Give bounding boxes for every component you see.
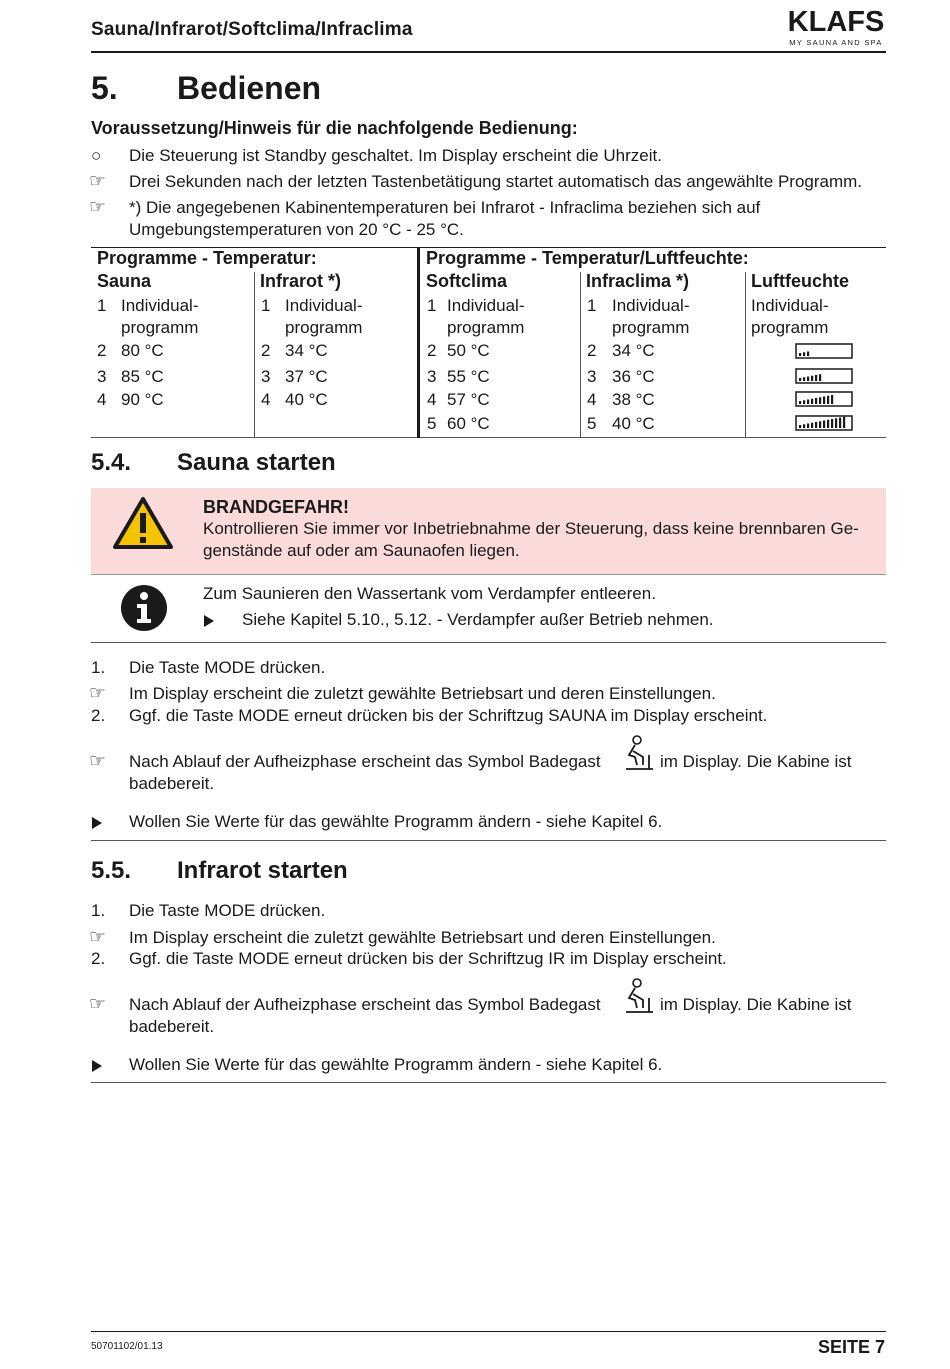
infrarot-program-number: 3 xyxy=(261,367,271,386)
step-number: 2. xyxy=(91,949,106,968)
infraclima-individual-line2: programm xyxy=(612,318,690,337)
section-5-number: 5. xyxy=(91,70,118,106)
step-text: Die Taste MODE drücken. xyxy=(129,901,326,920)
note-text-continued: im Display. Die Kabine ist xyxy=(660,995,852,1014)
humidity-bar xyxy=(831,395,833,404)
table-column-divider xyxy=(580,272,581,437)
infrarot-program-number: 4 xyxy=(261,390,271,409)
note-text: Im Display erscheint die zuletzt gewählte Betriebsart und deren Einstellungen. xyxy=(129,684,716,703)
humidity-bar xyxy=(823,421,825,429)
pointing-hand-icon: ☞ xyxy=(89,994,107,1015)
table-group-temperature-humidity: Programme - Temperatur/Luftfeuchte: xyxy=(426,248,749,268)
page-number: SEITE 7 xyxy=(818,1337,886,1357)
warning-title: BRANDGEFAHR! xyxy=(203,497,349,517)
infrarot-program-temp: 34 °C xyxy=(285,341,328,360)
table-bottom-rule xyxy=(91,437,886,438)
sauna-program-temp: 85 °C xyxy=(121,367,164,386)
section-rule xyxy=(91,1082,886,1083)
softclima-individual-line1: Individual- xyxy=(447,296,525,315)
infraclima-program-number: 4 xyxy=(587,390,597,409)
pointing-hand-icon: ☞ xyxy=(89,683,107,704)
humidity-level-box xyxy=(796,344,852,358)
humidity-bar xyxy=(819,374,821,381)
infraclima-program-temp: 38 °C xyxy=(612,390,655,409)
reference-arrow-icon xyxy=(203,613,215,629)
infraclima-program-number: 2 xyxy=(587,341,597,360)
humidity-bar xyxy=(815,398,817,404)
humidity-bar xyxy=(811,423,813,428)
humidity-bar xyxy=(815,375,817,381)
section-5-4-title: Sauna starten xyxy=(177,449,336,476)
section-rule xyxy=(91,840,886,841)
note-text-continued: im Display. Die Kabine ist xyxy=(660,752,852,771)
softclima-individual-line2: programm xyxy=(447,318,525,337)
bather-icon xyxy=(623,978,655,1016)
info-icon xyxy=(120,584,168,632)
humidity-bar xyxy=(807,377,809,382)
humidity-bar xyxy=(803,400,805,404)
list-item-infrared-note-line1: *) Die angegebenen Kabinentemperaturen bei Infrarot - Infraclima beziehen sich auf xyxy=(129,198,761,217)
softclima-program-number: 3 xyxy=(427,367,437,386)
infraclima-program-temp: 40 °C xyxy=(612,414,655,433)
humidity-bar xyxy=(799,425,801,428)
note-text: Nach Ablauf der Aufheizphase erscheint das Symbol Badegast xyxy=(129,995,601,1014)
softclima-program-number: 5 xyxy=(427,414,437,433)
luftfeuchte-individual-line1: Individual- xyxy=(751,296,829,315)
reference-arrow-icon xyxy=(91,815,103,831)
humidity-bar xyxy=(799,378,801,381)
section-5-4-number: 5.4. xyxy=(91,449,132,476)
humidity-bar xyxy=(827,420,829,428)
header-rule xyxy=(91,51,886,53)
column-header-infraclima: Infraclima *) xyxy=(586,271,690,291)
reference-text: Wollen Sie Werte für das gewählte Programm ändern - siehe Kapitel 6. xyxy=(129,1055,663,1074)
list-item-autostart: Drei Sekunden nach der letzten Tastenbetätigung startet automatisch das angewählte Programm. xyxy=(129,172,863,191)
sauna-program-temp: 90 °C xyxy=(121,390,164,409)
note-text: Nach Ablauf der Aufheizphase erscheint das Symbol Badegast xyxy=(129,752,601,771)
column-header-luftfeuchte: Luftfeuchte xyxy=(751,271,849,291)
list-item-infrared-note-line2: Umgebungstemperaturen von 20 °C - 25 °C. xyxy=(129,220,464,239)
table-group-temperature: Programme - Temperatur: xyxy=(97,248,317,268)
step-number: 2. xyxy=(91,706,106,725)
humidity-level-box xyxy=(796,392,852,406)
humidity-bar xyxy=(839,418,841,429)
humidity-bar xyxy=(807,424,809,429)
info-text-line1: Zum Saunieren den Wassertank vom Verdampfer entleeren. xyxy=(203,584,656,603)
humidity-bar xyxy=(807,352,809,357)
humidity-bar xyxy=(811,376,813,381)
humidity-bar xyxy=(831,419,833,428)
warning-triangle-icon xyxy=(112,496,174,550)
logo-tagline: MY SAUNA AND SPA xyxy=(789,38,883,47)
section-5-5-number: 5.5. xyxy=(91,857,132,884)
header-title: Sauna/Infrarot/Softclima/Infraclima xyxy=(91,19,413,40)
humidity-bar xyxy=(803,424,805,428)
bather-icon xyxy=(623,735,655,773)
luftfeuchte-individual-line2: programm xyxy=(751,318,829,337)
infrarot-program-temp: 37 °C xyxy=(285,367,328,386)
pointing-hand-icon: ☞ xyxy=(89,751,107,772)
humidity-bar xyxy=(827,396,829,404)
humidity-bar xyxy=(815,422,817,428)
logo-text: KLAFS xyxy=(787,6,885,38)
note-text-continued: badebereit. xyxy=(129,1017,215,1036)
table-column-divider xyxy=(254,272,255,437)
humidity-bar xyxy=(811,399,813,404)
note-text: Im Display erscheint die zuletzt gewählte Betriebsart und deren Einstellungen. xyxy=(129,928,716,947)
infrarot-individual-line2: programm xyxy=(285,318,363,337)
humidity-bar xyxy=(803,377,805,381)
infraclima-program-number: 5 xyxy=(587,414,597,433)
sauna-program-temp: 80 °C xyxy=(121,341,164,360)
info-text-line2: Siehe Kapitel 5.10., 5.12. - Verdampfer außer Betrieb nehmen. xyxy=(242,610,714,629)
humidity-level-box xyxy=(796,416,852,430)
softclima-program-temp: 55 °C xyxy=(447,367,490,386)
sauna-program-number: 3 xyxy=(97,367,107,386)
humidity-bar xyxy=(823,397,825,405)
humidity-level-box xyxy=(796,369,852,383)
prerequisite-heading: Voraussetzung/Hinweis für die nachfolgende Bedienung: xyxy=(91,118,578,138)
table-group-divider xyxy=(417,248,420,438)
warning-text-line2: genstände auf oder am Saunaofen liegen. xyxy=(203,541,520,560)
infraclima-program-number: 3 xyxy=(587,367,597,386)
section-5-5-title: Infrarot starten xyxy=(177,857,348,884)
humidity-bar xyxy=(819,421,821,428)
humidity-bar xyxy=(799,401,801,404)
note-text-continued: badebereit. xyxy=(129,774,215,793)
softclima-program-number: 4 xyxy=(427,390,437,409)
humidity-bar xyxy=(799,353,801,356)
step-text: Ggf. die Taste MODE erneut drücken bis der Schriftzug SAUNA im Display erscheint. xyxy=(129,706,768,725)
sauna-program-number: 2 xyxy=(97,341,107,360)
pointing-hand-icon: ☞ xyxy=(89,927,107,948)
footer-rule xyxy=(91,1331,886,1332)
step-number: 1. xyxy=(91,658,106,677)
list-item-marker-circle: ○ xyxy=(91,146,102,165)
infrarot-program-temp: 40 °C xyxy=(285,390,328,409)
step-number: 1. xyxy=(91,901,106,920)
infraclima-individual-line1: Individual- xyxy=(612,296,690,315)
sauna-individual-line1: Individual- xyxy=(121,296,199,315)
reference-arrow-icon xyxy=(91,1058,103,1074)
list-item-standby: Die Steuerung ist Standby geschaltet. Im Display erscheint die Uhrzeit. xyxy=(129,146,662,165)
table-column-divider xyxy=(745,272,746,437)
sauna-individual-line2: programm xyxy=(121,318,199,337)
step-text: Die Taste MODE drücken. xyxy=(129,658,326,677)
pointing-hand-icon: ☞ xyxy=(89,197,107,218)
infrarot-individual-line1: Individual- xyxy=(285,296,363,315)
column-header-infrarot: Infrarot *) xyxy=(260,271,341,291)
klafs-logo xyxy=(786,4,886,48)
humidity-bar xyxy=(819,397,821,404)
infraclima-program-temp: 36 °C xyxy=(612,367,655,386)
softclima-program-temp: 57 °C xyxy=(447,390,490,409)
warning-text-line1: Kontrollieren Sie immer vor Inbetriebnahme der Steuerung, dass keine brennbaren Ge- xyxy=(203,519,859,538)
humidity-level-indicators xyxy=(795,343,855,438)
sauna-program-number: 4 xyxy=(97,390,107,409)
humidity-bar xyxy=(807,400,809,405)
infraclima-program-number: 1 xyxy=(587,296,597,315)
softclima-program-temp: 60 °C xyxy=(447,414,490,433)
infrarot-program-number: 1 xyxy=(261,296,271,315)
info-box-rule xyxy=(91,642,886,643)
reference-text: Wollen Sie Werte für das gewählte Programm ändern - siehe Kapitel 6. xyxy=(129,812,663,831)
section-5-title: Bedienen xyxy=(177,70,322,106)
infrarot-program-number: 2 xyxy=(261,341,271,360)
softclima-program-temp: 50 °C xyxy=(447,341,490,360)
softclima-program-number: 1 xyxy=(427,296,437,315)
infraclima-program-temp: 34 °C xyxy=(612,341,655,360)
humidity-bar xyxy=(835,418,837,428)
humidity-bar xyxy=(843,417,845,428)
humidity-bar xyxy=(803,352,805,356)
pointing-hand-icon: ☞ xyxy=(89,171,107,192)
column-header-softclima: Softclima xyxy=(426,271,508,291)
document-number: 50701102/01.13 xyxy=(91,1341,163,1352)
column-header-sauna: Sauna xyxy=(97,271,152,291)
sauna-program-number: 1 xyxy=(97,296,107,315)
step-text: Ggf. die Taste MODE erneut drücken bis der Schriftzug IR im Display erscheint. xyxy=(129,949,727,968)
softclima-program-number: 2 xyxy=(427,341,437,360)
